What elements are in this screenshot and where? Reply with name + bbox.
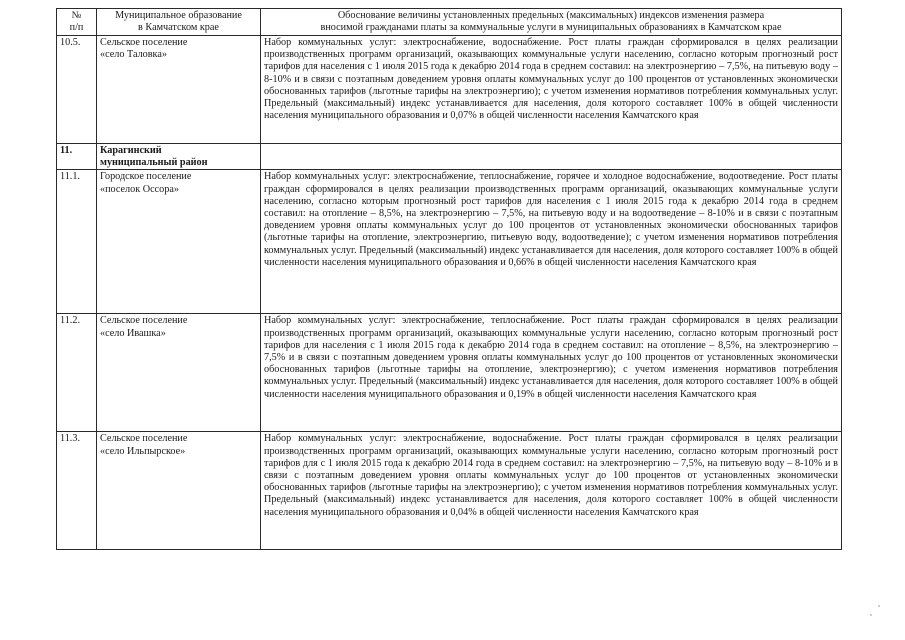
table-row <box>57 314 842 432</box>
row-number: 11.3. <box>57 432 97 550</box>
row-municipality: Сельское поселение «село Ивашка» <box>97 314 261 432</box>
row-number: 10.5. <box>57 36 97 144</box>
row-municipality: Сельское поселение «село Ильпырское» <box>97 432 261 550</box>
row-justification: Набор коммунальных услуг: электроснабжение, теплоснабжение. Рост платы граждан сформировался в целях реализации производственных программ организаций, оказывающих коммунальные услуги населению, согласно которым прогнозный рост тарифов для населения с 1 июля 2015 года к декабрю 2014 года в среднем составил: на отопление – 8,5%, на электроэнергию – 7,5% и в связи с поэтапным доведением уровня оплаты коммунальных услуг до 100 процентов от установленных экономически обоснованных тарифов (льготные тарифы на отопление, электроэнергию); с учетом изменения нормативов потребления коммунальных услуг. Предельный (максимальный) индекс устанавливается для населения, доля которого составляет 100% в общей численности населения муниципального образования и 0,19% в общей численности населения Камчатского края <box>261 314 842 432</box>
table-row <box>57 36 842 144</box>
table-header-row <box>57 9 842 36</box>
row-municipality: Городское поселение «поселок Оссора» <box>97 170 261 314</box>
row-justification: Набор коммунальных услуг: электроснабжение, теплоснабжение, горячее и холодное водоснабжение, водоотведение. Рост платы граждан сформировался в целях реализации производственных программ организаций, оказывающих коммунальные услуги населению, согласно которым прогнозный рост тарифов для населения с 1 июля 2015 года к декабрю 2014 года в среднем составил: на отопление – 8,5%, на электроэнергию – 7,5%, на питьевую воду и на водоотведение – 8-10% и в связи с поэтапным доведением уровня оплаты коммунальных услуг до 100 процентов от установленных экономически обоснованных тарифов (льготные тарифы на отопление, электроэнергию, питьевую воду, водоотведение); с учетом изменения нормативов потребления коммунальных услуг. Предельный (максимальный) индекс устанавливается для населения, доля которого составляет 100% в общей численности населения муниципального образования и 0,66% в общей численности населения Камчатского края <box>261 170 842 314</box>
row-justification: Набор коммунальных услуг: электроснабжение, водоснабжение. Рост платы граждан сформировался в целях реализации производственных программ организаций, оказывающих коммунальные услуги населению, согласно которым прогнозный рост тарифов для населения с 1 июля 2015 года к декабрю 2014 года в среднем составил: на электроэнергию – 7,5%, на питьевую воду – 8-10% и в связи с поэтапным доведением уровня оплаты коммунальных услуг до 100 процентов от установленных экономически обоснованных тарифов (льготные тарифы на электроэнергию); с учетом изменения нормативов потребления коммунальных услуг. Предельный (максимальный) индекс устанавливается для населения, доля которого составляет 100% в общей численности населения муниципального образования и 0,07% в общей численности населения Камчатского края <box>261 36 842 144</box>
row-number: 11.2. <box>57 314 97 432</box>
row-municipality: Сельское поселение «село Таловка» <box>97 36 261 144</box>
table-row <box>57 170 842 314</box>
row-justification <box>261 144 842 170</box>
header-justification: Обоснование величины установленных предельных (максимальных) индексов изменения размера вносимой гражданами платы за коммунальные услуги в муниципальных образованиях в Камчатском крае <box>261 9 842 36</box>
row-number: 11.1. <box>57 170 97 314</box>
header-num: № п/п <box>57 9 97 36</box>
table-row <box>57 432 842 550</box>
tariff-index-table <box>56 8 842 550</box>
header-municipality: Муниципальное образование в Камчатском крае <box>97 9 261 36</box>
scan-speck <box>878 605 880 607</box>
scan-speck <box>870 614 872 616</box>
district-row <box>57 144 842 170</box>
row-number: 11. <box>57 144 97 170</box>
row-municipality: Карагинский муниципальный район <box>97 144 261 170</box>
row-justification: Набор коммунальных услуг: электроснабжение, водоснабжение. Рост платы граждан сформировался в целях реализации производственных программ организаций, оказывающих коммунальные услуги населению, согласно которым прогнозный рост тарифов для с 1 июля 2015 года к декабрю 2014 года в среднем составил: на электроэнергию – 7,5%, на питьевую воду – 8-10% и в связи с поэтапным доведением уровня оплаты коммунальных услуг до 100 процентов от установленных экономически обоснованных тарифов (льготные тарифы на электроэнергию); с учетом изменения нормативов потребления коммунальных услуг. Предельный (максимальный) индекс устанавливается для населения, доля которого составляет 100% в общей численности населения муниципального образования и 0,04% в общей численности населения Камчатского края <box>261 432 842 550</box>
